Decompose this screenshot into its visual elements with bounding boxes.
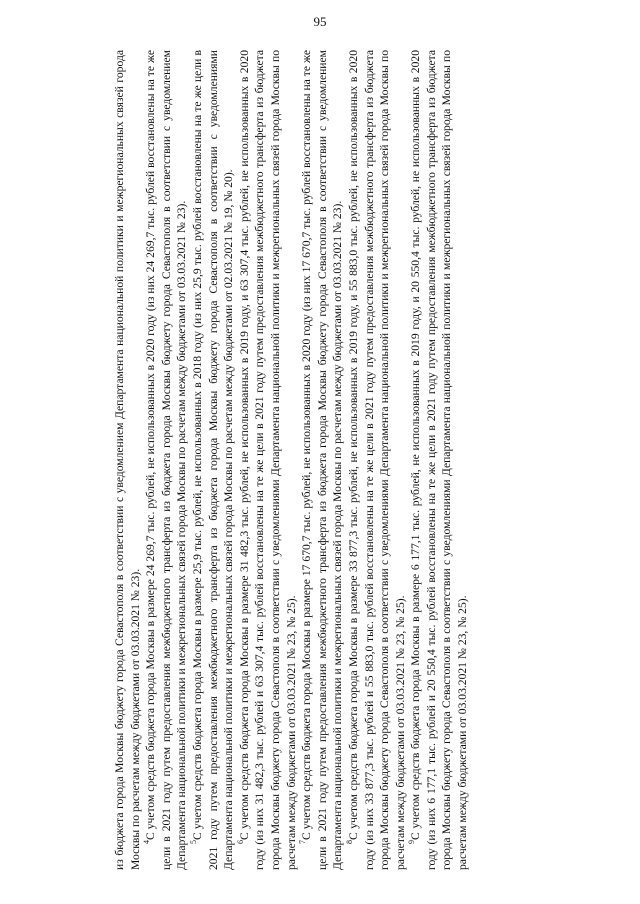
footnote-marker: 9 xyxy=(407,840,417,844)
footnote-6 xyxy=(237,50,299,870)
footnote-marker: 6 xyxy=(235,840,245,844)
footnote-5 xyxy=(190,50,237,870)
page-number: 95 xyxy=(313,14,327,29)
footnote-text: С учетом средств бюджета города Москвы в размере 6 177,1 тыс. рублей, не использованных в 2019 году, и 20 550,4 тыс. рублей, не использованных в 2020 году (из них 6 177,1 тыс. рублей и 20 550,4 тыс. рублей восстановлены на те же цели в 2021 году путем предоставления межбюджетного трансферта из бюджета города Москвы бюджету города Севастополя в соответствии с уведомлениями Департамента национальной политики и межрегиональных связей города Москвы по расчетам между бюджетами от 03.03.2021 № 23, № 25). xyxy=(409,50,470,870)
footnote-marker: 8 xyxy=(345,840,355,844)
footnotes-block xyxy=(112,50,582,870)
footnote-7 xyxy=(299,50,346,870)
footnote-text: С учетом средств бюджета города Москвы в размере 24 269,7 тыс. рублей, не использованных в 2020 году (из них 24 269,7 тыс. рублей восстановлены на те же цели в 2021 году путем предоставления межбюджетного трансферта из бюджета города Москвы бюджету города Севастополя в соответствии с уведомлением Департамента национальной политики и межрегиональных связей города Москвы по расчетам между бюджетами от 03.03.2021 № 23). xyxy=(144,50,189,870)
footnote-4 xyxy=(143,50,190,870)
footnote-text: С учетом средств бюджета города Москвы в размере 17 670,7 тыс. рублей, не использованных в 2020 году (из них 17 670,7 тыс. рублей восстановлены на те же цели в 2021 году путем предоставления межбюджетного трансферта из бюджета города Москвы бюджету города Севастополя в соответствии с уведомлением Департамента национальной политики и межрегиональных связей города Москвы по расчетам между бюджетами от 03.03.2021 № 23). xyxy=(300,50,345,870)
footnote-text: С учетом средств бюджета города Москвы в размере 25,9 тыс. рублей, не использованных в 2018 году (из них 25,9 тыс. рублей восстановлены на те же цели в 2021 году путем предоставления межбюджетного трансферта из бюджета города Москвы бюджету города Севастополя в соответствии с уведомлениями Департамента национальной политики и межрегиональных связей города Москвы по расчетам между бюджетами от 02.03.2021 № 19, № 20). xyxy=(190,50,236,870)
footnote-marker: 5 xyxy=(189,840,199,844)
footnote-9 xyxy=(408,50,470,870)
footnote-continuation: из бюджета города Москвы бюджету города Севастополя в соответствии с уведомлением Департамента национальной политики и межрегиональных связей города Москвы по расчетам между бюджетами от 03.03.2021 № 23). xyxy=(113,50,142,870)
footnote-marker: 4 xyxy=(142,840,152,844)
footnote-8 xyxy=(346,50,408,870)
rotated-text xyxy=(112,50,582,870)
footnote-text: С учетом средств бюджета города Москвы в размере 33 877,3 тыс. рублей, не использованных в 2019 году, и 55 883,0 тыс. рублей, не использованных в 2020 году (из них 33 877,3 тыс. рублей и 55 883,0 тыс. рублей восстановлены на те же цели в 2021 году путем предоставления межбюджетного трансферта из бюджета города Москвы бюджету города Севастополя в соответствии с уведомлениями Департамента национальной политики и межрегиональных связей города Москвы по расчетам между бюджетами от 03.03.2021 № 23, № 25). xyxy=(346,50,407,870)
footnote-text: С учетом средств бюджета города Москвы в размере 31 482,3 тыс. рублей, не использованных в 2019 году, и 63 307,4 тыс. рублей, не использованных в 2020 году (из них 31 482,3 тыс. рублей и 63 307,4 тыс. рублей восстановлены на те же цели в 2021 году путем предоставления межбюджетного трансферта из бюджета города Москвы бюджету города Севастополя в соответствии с уведомлениями Департамента национальной политики и межрегиональных связей города Москвы по расчетам между бюджетами от 03.03.2021 № 23, № 25). xyxy=(237,50,298,870)
footnote-marker: 7 xyxy=(298,840,308,844)
